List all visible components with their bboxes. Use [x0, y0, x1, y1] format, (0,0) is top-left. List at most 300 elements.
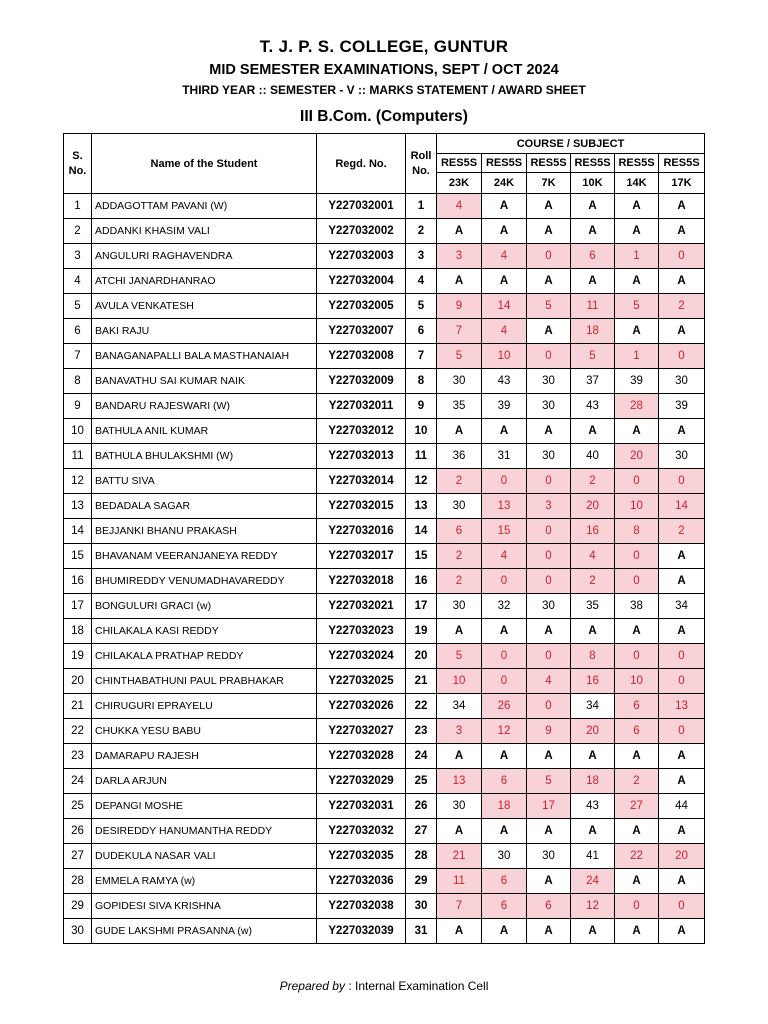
mark-cell: 6: [527, 894, 571, 919]
mark-cell: A: [659, 194, 705, 219]
mark-cell: 18: [571, 769, 615, 794]
mark-cell: 5: [527, 769, 571, 794]
mark-cell: A: [659, 569, 705, 594]
mark-cell: 16: [571, 669, 615, 694]
regd-no-cell: Y227032028: [317, 744, 406, 769]
mark-cell: A: [571, 819, 615, 844]
roll-no-cell: 11: [406, 444, 437, 469]
mark-cell: 6: [615, 694, 659, 719]
mark-cell: 5: [615, 294, 659, 319]
mark-cell: 0: [659, 344, 705, 369]
regd-no-cell: Y227032029: [317, 769, 406, 794]
student-name-cell: BATTU SIVA: [92, 469, 317, 494]
mark-cell: A: [437, 819, 482, 844]
mark-cell: 15: [482, 519, 527, 544]
roll-no-cell: 10: [406, 419, 437, 444]
marks-table: [63, 133, 705, 944]
roll-no-cell: 5: [406, 294, 437, 319]
mark-cell: A: [659, 544, 705, 569]
mark-cell: A: [482, 219, 527, 244]
table-row: [64, 419, 705, 444]
mark-cell: 30: [659, 369, 705, 394]
sno-cell: 20: [64, 669, 92, 694]
sno-cell: 18: [64, 619, 92, 644]
sno-cell: 6: [64, 319, 92, 344]
prepared-by-label: Prepared by: [279, 979, 345, 993]
roll-no-cell: 7: [406, 344, 437, 369]
student-name-cell: ADDAGOTTAM PAVANI (W): [92, 194, 317, 219]
regd-no-cell: Y227032008: [317, 344, 406, 369]
mark-cell: 20: [659, 844, 705, 869]
roll-no-cell: 23: [406, 719, 437, 744]
mark-cell: A: [437, 419, 482, 444]
roll-no-cell: 12: [406, 469, 437, 494]
student-name-cell: ADDANKI KHASIM VALI: [92, 219, 317, 244]
table-row: [64, 894, 705, 919]
student-rows: [64, 194, 705, 944]
regd-no-cell: Y227032039: [317, 919, 406, 944]
roll-no-cell: 26: [406, 794, 437, 819]
mark-cell: A: [571, 744, 615, 769]
mark-cell: 14: [482, 294, 527, 319]
mark-cell: 0: [659, 719, 705, 744]
table-row: [64, 844, 705, 869]
regd-no-cell: Y227032025: [317, 669, 406, 694]
mark-cell: A: [527, 744, 571, 769]
mark-cell: 0: [527, 244, 571, 269]
mark-cell: 43: [482, 369, 527, 394]
regd-no-cell: Y227032016: [317, 519, 406, 544]
col-header-regd: Regd. No.: [317, 134, 406, 194]
student-name-cell: BHAVANAM VEERANJANEYA REDDY: [92, 544, 317, 569]
col-header-course-group: COURSE / SUBJECT: [437, 134, 705, 154]
mark-cell: A: [615, 819, 659, 844]
sno-cell: 15: [64, 544, 92, 569]
mark-cell: 4: [437, 194, 482, 219]
mark-cell: 35: [437, 394, 482, 419]
table-row: [64, 669, 705, 694]
regd-no-cell: Y227032026: [317, 694, 406, 719]
mark-cell: 34: [437, 694, 482, 719]
roll-no-cell: 31: [406, 919, 437, 944]
mark-cell: 5: [527, 294, 571, 319]
mark-cell: 38: [615, 594, 659, 619]
subject-sub: 7K: [527, 173, 571, 194]
student-name-cell: GUDE LAKSHMI PRASANNA (w): [92, 919, 317, 944]
regd-no-cell: Y227032004: [317, 269, 406, 294]
mark-cell: A: [437, 619, 482, 644]
sno-cell: 29: [64, 894, 92, 919]
mark-cell: 0: [482, 669, 527, 694]
mark-cell: 20: [571, 494, 615, 519]
regd-no-cell: Y227032031: [317, 794, 406, 819]
mark-cell: A: [571, 194, 615, 219]
mark-cell: 2: [659, 294, 705, 319]
mark-cell: 0: [527, 544, 571, 569]
regd-no-cell: Y227032013: [317, 444, 406, 469]
mark-cell: 24: [571, 869, 615, 894]
mark-cell: 6: [482, 894, 527, 919]
mark-cell: 0: [527, 569, 571, 594]
regd-no-cell: Y227032023: [317, 619, 406, 644]
roll-no-cell: 14: [406, 519, 437, 544]
mark-cell: A: [437, 919, 482, 944]
student-name-cell: CHINTHABATHUNI PAUL PRABHAKAR: [92, 669, 317, 694]
mark-cell: 30: [527, 844, 571, 869]
student-name-cell: DAMARAPU RAJESH: [92, 744, 317, 769]
student-name-cell: DEPANGI MOSHE: [92, 794, 317, 819]
table-row: [64, 544, 705, 569]
student-name-cell: BONGULURI GRACI (w): [92, 594, 317, 619]
sno-cell: 28: [64, 869, 92, 894]
roll-no-cell: 28: [406, 844, 437, 869]
student-name-cell: AVULA VENKATESH: [92, 294, 317, 319]
mark-cell: 2: [571, 469, 615, 494]
roll-no-cell: 1: [406, 194, 437, 219]
mark-cell: A: [571, 219, 615, 244]
mark-cell: A: [571, 269, 615, 294]
subject-sub: 10K: [571, 173, 615, 194]
mark-cell: 31: [482, 444, 527, 469]
sno-cell: 25: [64, 794, 92, 819]
subject-code: RES5S: [437, 154, 482, 173]
mark-cell: 30: [437, 794, 482, 819]
sno-cell: 13: [64, 494, 92, 519]
mark-cell: 13: [659, 694, 705, 719]
mark-cell: 16: [571, 519, 615, 544]
mark-cell: A: [527, 869, 571, 894]
sno-cell: 21: [64, 694, 92, 719]
regd-no-cell: Y227032011: [317, 394, 406, 419]
mark-cell: 3: [437, 244, 482, 269]
student-name-cell: BAKI RAJU: [92, 319, 317, 344]
roll-no-cell: 27: [406, 819, 437, 844]
regd-no-cell: Y227032003: [317, 244, 406, 269]
mark-cell: 30: [437, 494, 482, 519]
regd-no-cell: Y227032005: [317, 294, 406, 319]
mark-cell: 10: [482, 344, 527, 369]
mark-cell: 37: [571, 369, 615, 394]
mark-cell: 22: [615, 844, 659, 869]
mark-cell: A: [527, 419, 571, 444]
table-row: [64, 344, 705, 369]
sno-cell: 27: [64, 844, 92, 869]
roll-no-cell: 15: [406, 544, 437, 569]
student-name-cell: DESIREDDY HANUMANTHA REDDY: [92, 819, 317, 844]
regd-no-cell: Y227032002: [317, 219, 406, 244]
mark-cell: 4: [482, 244, 527, 269]
sno-cell: 11: [64, 444, 92, 469]
mark-cell: A: [571, 419, 615, 444]
regd-no-cell: Y227032009: [317, 369, 406, 394]
roll-no-cell: 20: [406, 644, 437, 669]
table-row: [64, 919, 705, 944]
subject-code: RES5S: [571, 154, 615, 173]
regd-no-cell: Y227032021: [317, 594, 406, 619]
sno-cell: 3: [64, 244, 92, 269]
roll-no-cell: 4: [406, 269, 437, 294]
student-name-cell: EMMELA RAMYA (w): [92, 869, 317, 894]
mark-cell: A: [659, 319, 705, 344]
mark-cell: 7: [437, 319, 482, 344]
mark-cell: 6: [482, 769, 527, 794]
mark-cell: 5: [437, 644, 482, 669]
regd-no-cell: Y227032018: [317, 569, 406, 594]
mark-cell: 35: [571, 594, 615, 619]
mark-cell: 30: [437, 369, 482, 394]
mark-cell: 0: [527, 694, 571, 719]
mark-cell: 2: [437, 469, 482, 494]
mark-cell: 2: [615, 769, 659, 794]
mark-cell: 5: [571, 344, 615, 369]
mark-cell: 3: [437, 719, 482, 744]
mark-cell: 2: [571, 569, 615, 594]
mark-cell: 20: [571, 719, 615, 744]
col-header-roll: Roll No.: [406, 134, 437, 194]
mark-cell: 20: [615, 444, 659, 469]
regd-no-cell: Y227032027: [317, 719, 406, 744]
mark-cell: 2: [437, 544, 482, 569]
sno-cell: 24: [64, 769, 92, 794]
roll-no-cell: 8: [406, 369, 437, 394]
regd-no-cell: Y227032012: [317, 419, 406, 444]
mark-cell: A: [571, 919, 615, 944]
mark-cell: A: [615, 319, 659, 344]
table-row: [64, 619, 705, 644]
mark-cell: A: [615, 919, 659, 944]
regd-no-cell: Y227032032: [317, 819, 406, 844]
mark-cell: 7: [437, 894, 482, 919]
mark-cell: 34: [659, 594, 705, 619]
mark-cell: 2: [437, 569, 482, 594]
student-name-cell: ANGULURI RAGHAVENDRA: [92, 244, 317, 269]
mark-cell: A: [527, 619, 571, 644]
subject-code: RES5S: [482, 154, 527, 173]
regd-no-cell: Y227032036: [317, 869, 406, 894]
mark-cell: 0: [659, 469, 705, 494]
subject-sub: 17K: [659, 173, 705, 194]
mark-cell: 10: [437, 669, 482, 694]
roll-no-cell: 17: [406, 594, 437, 619]
mark-cell: 6: [437, 519, 482, 544]
mark-cell: 1: [615, 344, 659, 369]
mark-cell: 18: [571, 319, 615, 344]
roll-no-cell: 9: [406, 394, 437, 419]
mark-cell: 0: [659, 244, 705, 269]
regd-no-cell: Y227032001: [317, 194, 406, 219]
col-header-name: Name of the Student: [92, 134, 317, 194]
sno-cell: 5: [64, 294, 92, 319]
table-row: [64, 294, 705, 319]
mark-cell: 21: [437, 844, 482, 869]
mark-cell: A: [615, 219, 659, 244]
mark-cell: 12: [571, 894, 615, 919]
mark-cell: 5: [437, 344, 482, 369]
mark-cell: A: [527, 194, 571, 219]
mark-cell: 4: [482, 319, 527, 344]
roll-no-cell: 3: [406, 244, 437, 269]
mark-cell: 0: [527, 344, 571, 369]
mark-cell: A: [527, 269, 571, 294]
mark-cell: 0: [615, 569, 659, 594]
mark-cell: 30: [437, 594, 482, 619]
mark-cell: 13: [482, 494, 527, 519]
table-row: [64, 719, 705, 744]
mark-cell: 36: [437, 444, 482, 469]
mark-cell: 0: [659, 644, 705, 669]
student-name-cell: BEDADALA SAGAR: [92, 494, 317, 519]
mark-cell: A: [615, 619, 659, 644]
student-name-cell: CHILAKALA KASI REDDY: [92, 619, 317, 644]
table-row: [64, 819, 705, 844]
student-name-cell: CHILAKALA PRATHAP REDDY: [92, 644, 317, 669]
student-name-cell: BATHULA BHULAKSHMI (W): [92, 444, 317, 469]
regd-no-cell: Y227032014: [317, 469, 406, 494]
subject-sub: 14K: [615, 173, 659, 194]
mark-cell: A: [482, 194, 527, 219]
mark-cell: A: [659, 819, 705, 844]
mark-cell: A: [482, 744, 527, 769]
mark-cell: 30: [659, 444, 705, 469]
table-row: [64, 869, 705, 894]
mark-cell: A: [659, 744, 705, 769]
sno-cell: 12: [64, 469, 92, 494]
mark-cell: A: [659, 619, 705, 644]
mark-cell: 6: [615, 719, 659, 744]
mark-cell: 0: [482, 644, 527, 669]
regd-no-cell: Y227032035: [317, 844, 406, 869]
mark-cell: 12: [482, 719, 527, 744]
student-name-cell: BANAVATHU SAI KUMAR NAIK: [92, 369, 317, 394]
col-header-sno: S. No.: [64, 134, 92, 194]
mark-cell: 13: [437, 769, 482, 794]
roll-no-cell: 19: [406, 619, 437, 644]
mark-cell: A: [482, 269, 527, 294]
sno-cell: 8: [64, 369, 92, 394]
mark-cell: 17: [527, 794, 571, 819]
mark-cell: A: [615, 869, 659, 894]
table-row: [64, 594, 705, 619]
regd-no-cell: Y227032017: [317, 544, 406, 569]
roll-no-cell: 29: [406, 869, 437, 894]
roll-no-cell: 2: [406, 219, 437, 244]
mark-cell: 0: [527, 469, 571, 494]
sno-cell: 4: [64, 269, 92, 294]
regd-no-cell: Y227032024: [317, 644, 406, 669]
college-title: T. J. P. S. COLLEGE, GUNTUR: [259, 37, 509, 56]
prepared-by-value: : Internal Examination Cell: [348, 979, 489, 993]
table-row: [64, 319, 705, 344]
mark-cell: 0: [615, 544, 659, 569]
header-row: [64, 134, 705, 154]
table-row: [64, 519, 705, 544]
subject-code: RES5S: [615, 154, 659, 173]
sno-cell: 9: [64, 394, 92, 419]
sno-cell: 22: [64, 719, 92, 744]
roll-no-cell: 25: [406, 769, 437, 794]
mark-cell: 30: [482, 844, 527, 869]
table-row: [64, 569, 705, 594]
student-name-cell: CHUKKA YESU BABU: [92, 719, 317, 744]
mark-cell: A: [615, 194, 659, 219]
mark-cell: A: [659, 769, 705, 794]
roll-no-cell: 22: [406, 694, 437, 719]
table-row: [64, 769, 705, 794]
mark-cell: 0: [527, 644, 571, 669]
mark-cell: A: [437, 269, 482, 294]
roll-no-cell: 24: [406, 744, 437, 769]
mark-cell: 4: [571, 544, 615, 569]
mark-cell: A: [659, 869, 705, 894]
mark-cell: 39: [615, 369, 659, 394]
student-name-cell: BANDARU RAJESWARI (W): [92, 394, 317, 419]
mark-cell: A: [571, 619, 615, 644]
table-row: [64, 269, 705, 294]
table-row: [64, 494, 705, 519]
sno-cell: 16: [64, 569, 92, 594]
roll-no-cell: 6: [406, 319, 437, 344]
student-name-cell: DARLA ARJUN: [92, 769, 317, 794]
subject-sub: 23K: [437, 173, 482, 194]
mark-cell: A: [615, 269, 659, 294]
table-row: [64, 694, 705, 719]
mark-cell: 0: [659, 669, 705, 694]
mark-cell: A: [527, 819, 571, 844]
mark-cell: 8: [571, 644, 615, 669]
mark-cell: A: [482, 819, 527, 844]
mark-cell: 0: [615, 894, 659, 919]
mark-cell: 10: [615, 494, 659, 519]
sno-cell: 2: [64, 219, 92, 244]
mark-cell: 0: [659, 894, 705, 919]
mark-cell: 0: [615, 644, 659, 669]
mark-cell: 0: [482, 469, 527, 494]
mark-cell: 0: [615, 469, 659, 494]
mark-cell: 43: [571, 394, 615, 419]
table-row: [64, 644, 705, 669]
sno-cell: 14: [64, 519, 92, 544]
mark-cell: 34: [571, 694, 615, 719]
table-row: [64, 444, 705, 469]
mark-cell: A: [482, 419, 527, 444]
roll-no-cell: 30: [406, 894, 437, 919]
mark-cell: A: [437, 744, 482, 769]
student-name-cell: BEJJANKI BHANU PRAKASH: [92, 519, 317, 544]
mark-cell: A: [615, 744, 659, 769]
roll-no-cell: 21: [406, 669, 437, 694]
student-name-cell: BANAGANAPALLI BALA MASTHANAIAH: [92, 344, 317, 369]
mark-cell: A: [659, 269, 705, 294]
student-name-cell: GOPIDESI SIVA KRISHNA: [92, 894, 317, 919]
exam-title: MID SEMESTER EXAMINATIONS, SEPT / OCT 2024: [209, 62, 559, 78]
mark-cell: 2: [659, 519, 705, 544]
sno-cell: 19: [64, 644, 92, 669]
table-row: [64, 394, 705, 419]
mark-cell: 1: [615, 244, 659, 269]
sno-cell: 26: [64, 819, 92, 844]
subject-code: RES5S: [527, 154, 571, 173]
mark-cell: A: [482, 619, 527, 644]
sno-cell: 17: [64, 594, 92, 619]
mark-cell: 10: [615, 669, 659, 694]
mark-cell: 0: [527, 519, 571, 544]
student-name-cell: BATHULA ANIL KUMAR: [92, 419, 317, 444]
mark-cell: 3: [527, 494, 571, 519]
mark-cell: 39: [659, 394, 705, 419]
table-row: [64, 744, 705, 769]
subject-code: RES5S: [659, 154, 705, 173]
sno-cell: 30: [64, 919, 92, 944]
